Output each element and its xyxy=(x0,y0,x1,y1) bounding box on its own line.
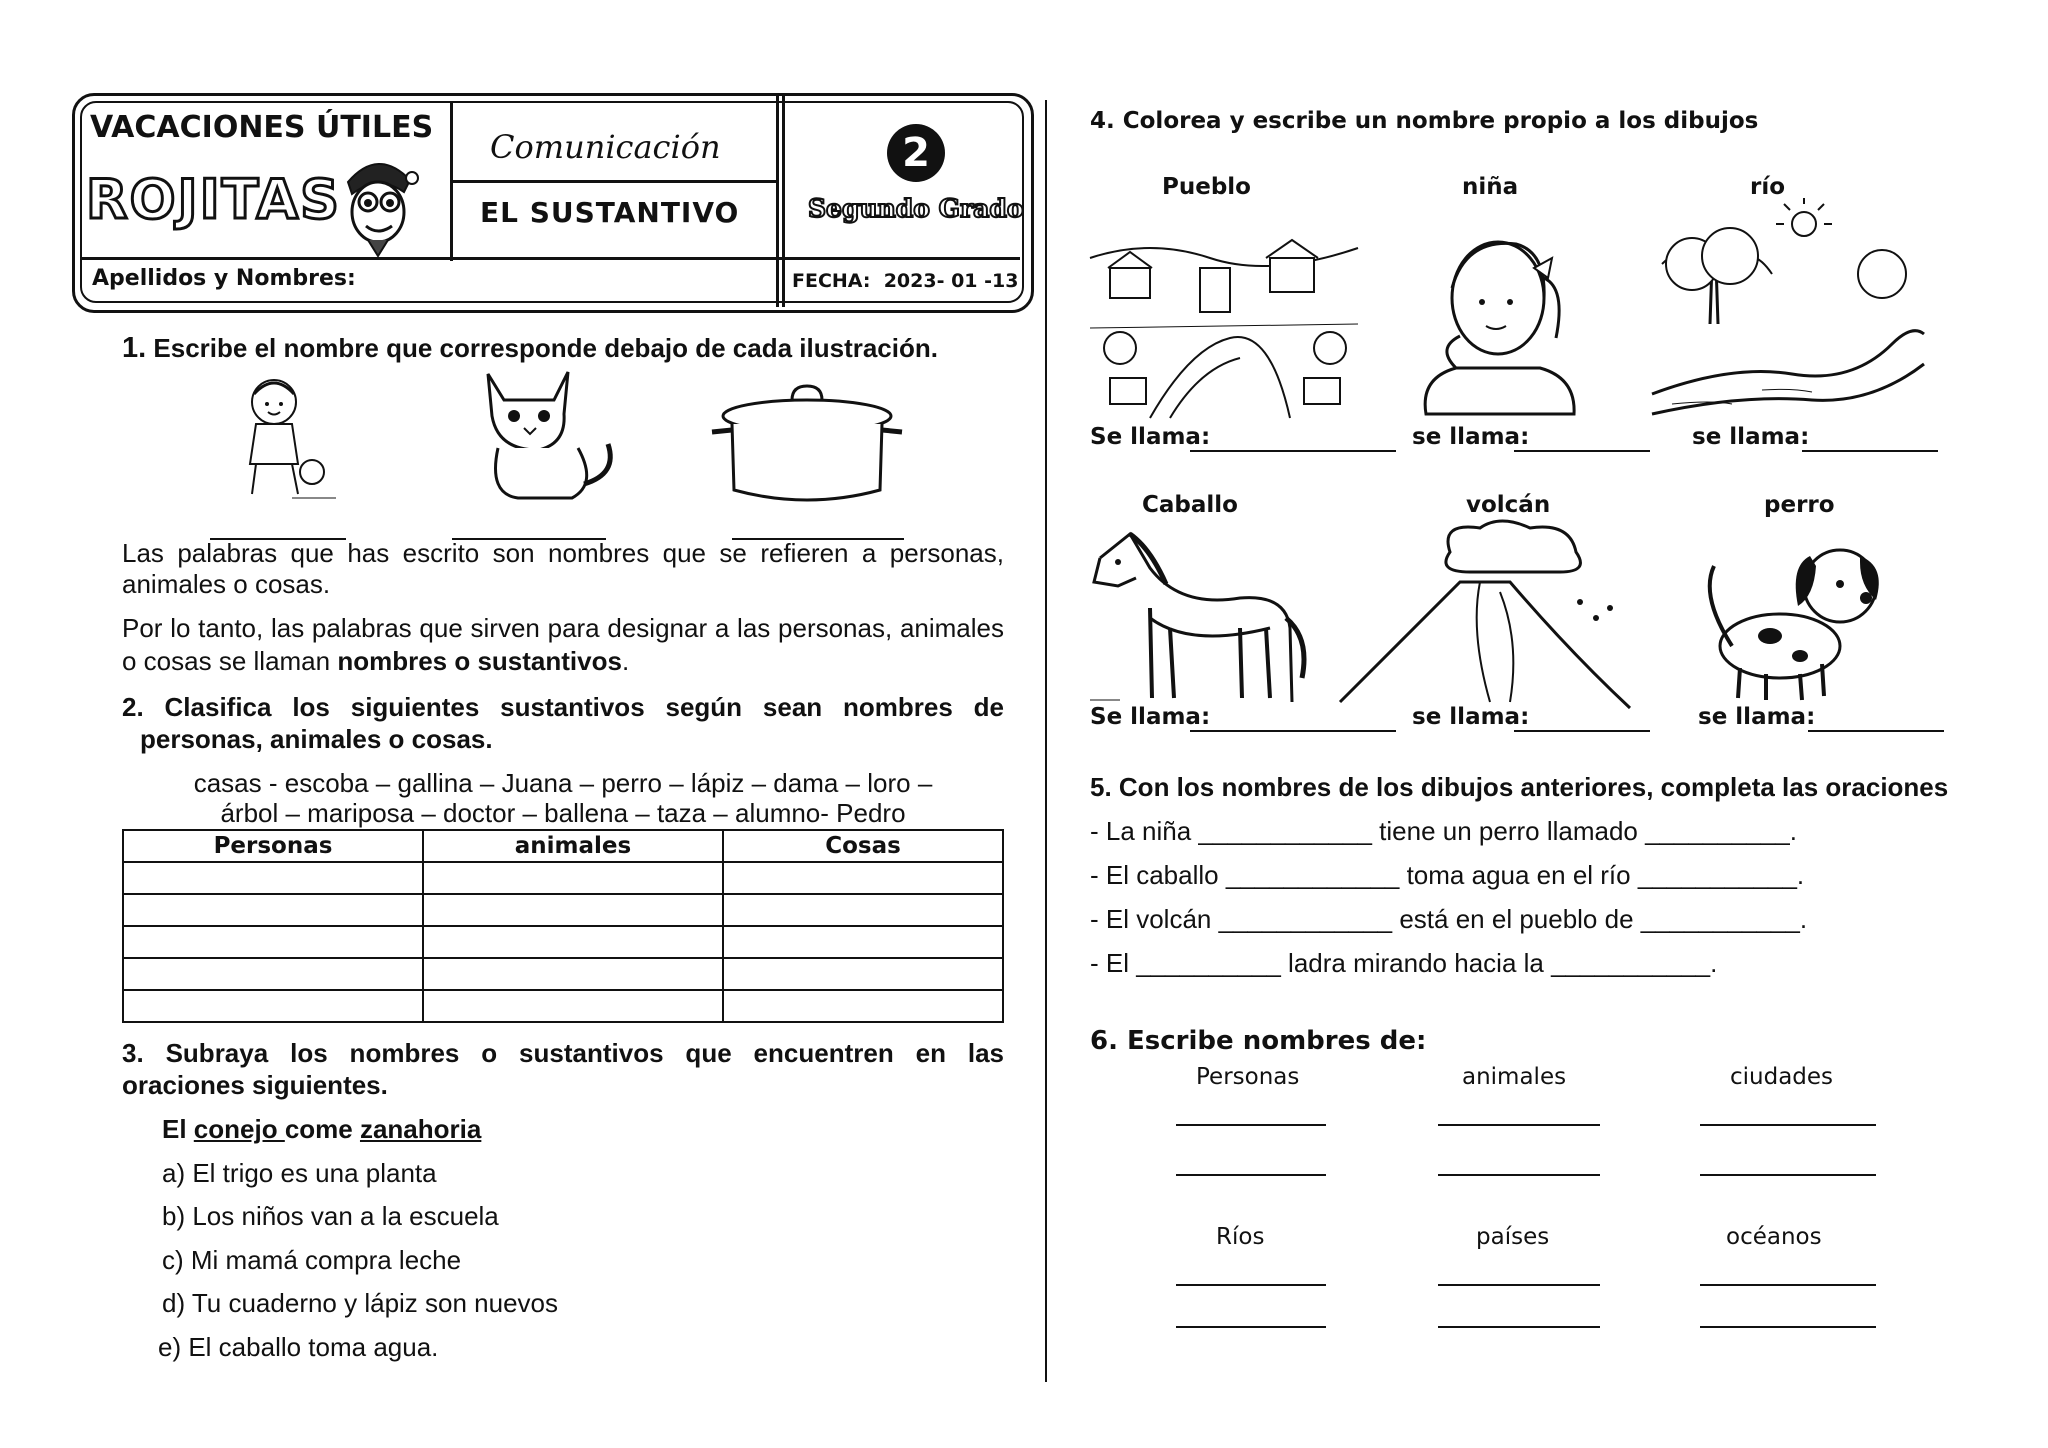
river-icon xyxy=(1652,204,1924,418)
table-cell[interactable] xyxy=(123,862,423,894)
example-underlined-word: conejo xyxy=(193,1114,285,1144)
picture-title: Pueblo xyxy=(1162,174,1251,200)
name-label: se llama: xyxy=(1412,704,1530,730)
picture-title: perro xyxy=(1764,492,1835,518)
answer-line[interactable] xyxy=(1176,1284,1326,1286)
sentence-item[interactable]: d) Tu cuaderno y lápiz son nuevos xyxy=(162,1288,559,1318)
answer-line[interactable] xyxy=(1808,730,1944,732)
category-label: Ríos xyxy=(1216,1224,1265,1250)
answer-line[interactable] xyxy=(1438,1326,1600,1328)
section2-prompt-line2: personas, animales o cosas. xyxy=(140,724,493,754)
category-label: animales xyxy=(1462,1064,1567,1090)
table-row xyxy=(123,894,1003,926)
table-cell[interactable] xyxy=(423,958,723,990)
category-label: ciudades xyxy=(1730,1064,1834,1090)
child-icon xyxy=(212,372,336,500)
conclusion-text: Por lo tanto, las palabras que sirven para designar a las personas, animales o cosas se llaman xyxy=(122,613,1004,676)
column-header-animales: animales xyxy=(423,830,723,862)
section1-number: 1. xyxy=(122,332,147,364)
name-label: se llama: xyxy=(1412,424,1530,450)
answer-line[interactable] xyxy=(1700,1174,1876,1176)
section3-prompt: 3. Subraya los nombres o sustantivos que encuentren en las xyxy=(122,1038,1004,1068)
table-cell[interactable] xyxy=(423,926,723,958)
table-cell[interactable] xyxy=(723,958,1003,990)
table-cell[interactable] xyxy=(123,990,423,1022)
completion-sentence[interactable]: - El volcán ____________ está en el pueblo de ___________. xyxy=(1090,904,1808,934)
sentence-item[interactable]: b) Los niños van a la escuela xyxy=(162,1201,499,1231)
header-rule xyxy=(450,180,778,183)
table-cell[interactable] xyxy=(123,926,423,958)
section3-prompt-line2: oraciones siguientes. xyxy=(122,1070,388,1100)
dog-icon xyxy=(1690,536,1890,702)
table-header-row xyxy=(123,830,1003,862)
grade-label: Segundo Grado xyxy=(808,194,1024,223)
section1-explanation: Las palabras que has escrito son nombres que se refieren a personas, animales o cosas. xyxy=(122,538,1004,599)
mascot-icon xyxy=(338,152,418,256)
answer-line[interactable] xyxy=(1514,730,1650,732)
topic-label: EL SUSTANTIVO xyxy=(480,196,740,229)
table-row xyxy=(123,990,1003,1022)
name-label: Se llama: xyxy=(1090,704,1211,730)
answer-line[interactable] xyxy=(1700,1326,1876,1328)
pot-icon xyxy=(712,380,902,510)
town-icon xyxy=(1090,228,1358,418)
section1-conclusion xyxy=(122,612,1004,678)
answer-line[interactable] xyxy=(1438,1174,1600,1176)
completion-sentence[interactable]: - La niña ____________ tiene un perro llamado __________. xyxy=(1090,816,1797,846)
subject-label: Comunicación xyxy=(490,128,721,166)
column-divider xyxy=(1045,100,1047,1382)
name-label: Se llama: xyxy=(1090,424,1211,450)
category-label: Personas xyxy=(1196,1064,1300,1090)
example-underlined-word: zanahoria xyxy=(359,1114,482,1144)
answer-line[interactable] xyxy=(1190,450,1396,452)
answer-line[interactable] xyxy=(1176,1174,1326,1176)
category-label: océanos xyxy=(1726,1224,1822,1250)
table-cell[interactable] xyxy=(123,958,423,990)
table-cell[interactable] xyxy=(723,862,1003,894)
example-word: El xyxy=(162,1114,194,1144)
conclusion-bold: nombres o sustantivos xyxy=(337,646,622,676)
table-cell[interactable] xyxy=(123,894,423,926)
conclusion-period: . xyxy=(621,646,630,676)
section1-prompt xyxy=(122,332,938,365)
answer-line[interactable] xyxy=(1514,450,1650,452)
picture-title: Caballo xyxy=(1142,492,1238,518)
header-divider xyxy=(776,93,779,307)
answer-line[interactable] xyxy=(1176,1124,1326,1126)
sentence-item[interactable]: e) El caballo toma agua. xyxy=(158,1332,439,1362)
answer-line[interactable] xyxy=(1190,730,1396,732)
section1-prompt-text: Escribe el nombre que corresponde debajo de cada ilustración. xyxy=(153,333,938,363)
section2-prompt: 2. Clasifica los siguientes sustantivos según sean nombres de xyxy=(122,692,1004,722)
header-divider xyxy=(782,93,785,307)
picture-title: río xyxy=(1750,174,1786,200)
classification-table xyxy=(122,829,1004,1023)
table-row xyxy=(123,958,1003,990)
brand-logo-text: ROJITAS xyxy=(86,168,341,231)
completion-sentence[interactable]: - El __________ ladra mirando hacia la ___________. xyxy=(1090,948,1718,978)
section6-prompt: 6. Escribe nombres de: xyxy=(1090,1026,1427,1056)
category-label: países xyxy=(1476,1224,1550,1250)
table-cell[interactable] xyxy=(723,894,1003,926)
column-header-personas: Personas xyxy=(123,830,423,862)
answer-line[interactable] xyxy=(1438,1284,1600,1286)
table-row xyxy=(123,926,1003,958)
horse-icon xyxy=(1090,528,1312,704)
answer-line[interactable] xyxy=(1700,1124,1876,1126)
example-word: come xyxy=(284,1114,360,1144)
name-label: se llama: xyxy=(1692,424,1818,450)
table-cell[interactable] xyxy=(723,926,1003,958)
answer-line[interactable] xyxy=(1700,1284,1876,1286)
table-row xyxy=(123,862,1003,894)
column-header-cosas: Cosas xyxy=(723,830,1003,862)
answer-line[interactable] xyxy=(1176,1326,1326,1328)
grade-number-badge: 2 xyxy=(887,124,945,182)
table-cell[interactable] xyxy=(423,862,723,894)
girl-icon xyxy=(1416,228,1586,418)
picture-title: niña xyxy=(1462,174,1519,200)
header-title: VACACIONES ÚTILES xyxy=(90,110,434,145)
cat-icon xyxy=(468,364,624,504)
header-rule xyxy=(80,257,1020,260)
answer-line[interactable] xyxy=(1802,450,1938,452)
table-cell[interactable] xyxy=(723,990,1003,1022)
table-cell[interactable] xyxy=(423,894,723,926)
name-label: se llama: xyxy=(1698,704,1824,730)
picture-title: volcán xyxy=(1466,492,1551,518)
section4-prompt: 4. Colorea y escribe un nombre propio a los dibujos xyxy=(1090,108,1759,134)
answer-line[interactable] xyxy=(1438,1124,1600,1126)
sentence-item[interactable]: a) El trigo es una planta xyxy=(162,1158,437,1188)
completion-sentence[interactable]: - El caballo ____________ toma agua en el río ___________. xyxy=(1090,860,1805,890)
sentence-item[interactable]: c) Mi mamá compra leche xyxy=(162,1245,462,1275)
name-field-label: Apellidos y Nombres: xyxy=(92,266,356,291)
date-label: FECHA: 2023- 01 -13 xyxy=(792,270,1019,292)
section5-prompt: 5. Con los nombres de los dibujos anteriores, completa las oraciones xyxy=(1090,772,1949,802)
volcano-icon xyxy=(1340,522,1630,708)
word-list-line1: casas - escoba – gallina – Juana – perro – lápiz – dama – loro – xyxy=(193,768,933,798)
section3-example xyxy=(162,1114,481,1145)
word-list-line2: árbol – mariposa – doctor – ballena – taza – alumno- Pedro xyxy=(220,798,906,828)
table-cell[interactable] xyxy=(423,990,723,1022)
